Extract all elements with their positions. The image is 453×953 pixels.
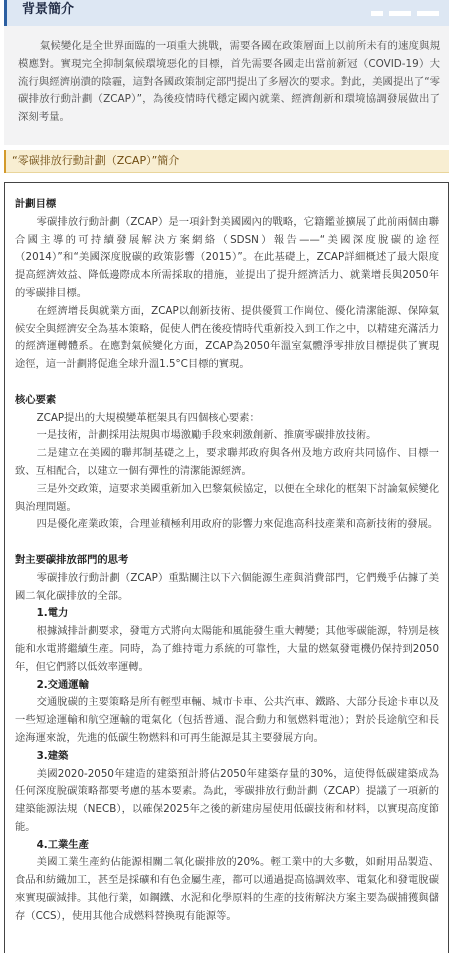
plan-goals-paragraph-2: 在經濟增長與就業方面，ZCAP以創新技術、提供優質工作崗位、優化清潔能源、保障氣候安全與經濟安全為基本策略，促使人們在後疫情時代重新投入到工作之中，以精建充滿活力的經濟運轉體系。在應對氣候變化方面，ZCAP為2050年溫室氣體淨零排放目標提供了實現途徑，這一計劃將促進全球升溫1.5°C目標的實現。: [15, 304, 439, 371]
background-title: 背景簡介: [22, 2, 75, 17]
core-elements-heading: 核心要素: [15, 393, 57, 406]
sector-title-buildings: 3.建築: [36, 749, 69, 762]
background-title-bar: [4, 0, 449, 26]
background-section: [4, 0, 449, 145]
sector-text-buildings: 美國2020-2050年建造的建築預計將佔2050年建築存量的30%，這使得低碳建築成為任何深度脫碳策略都要考慮的基本要素。為此，零碳排放行動計劃（ZCAP）提議了一項新的建築能源法規（NECB），以確保2025年之後的新建房屋使用低碳技術和材料，以實現高度節能。: [15, 767, 439, 833]
sector-title-electricity: 1.電力: [36, 607, 69, 620]
zcap-content-box: [4, 182, 449, 953]
decorative-dots: [371, 11, 439, 16]
zcap-title-bar: [4, 150, 449, 173]
sector-text-electricity: 根據減排計劃要求，發電方式將向太陽能和風能發生重大轉變；其他零碳能源，特別是核能和水電將繼續生產。同時，為了維持電力系統的可靠性，大量的燃氣發電機仍保持到2050年，但它們將以低效率運轉。: [15, 625, 439, 673]
sector-title-industry: 4.工業生產: [36, 838, 89, 851]
plan-goals-heading: 計劃目標: [15, 198, 57, 210]
decorative-dash: [371, 11, 383, 16]
core-elements-intro: ZCAP提出的大規模變革框架具有四個核心要素：: [36, 411, 260, 424]
core-element-item: 二是建立在美國的聯邦制基礎之上，要求聯邦政府與各州及地方政府共同協作、目標一致、互相配合，以建立一個有彈性的清潔能源經濟。: [15, 447, 439, 477]
sector-title-transport: 2.交通運輸: [36, 678, 89, 691]
sector-text-industry: 美國工業生產約佔能源相關二氧化碳排放的20%。輕工業中的大多數，如耐用品製造、食品和紡織加工，甚至是採礦和有色金屬生產，都可以通過提高協調效率、電氣化和發電脫碳來實現碳減排。其他行業，如鋼鐵、水泥和化學原料的生產的技術解決方案主要為碳捕獲與儲存（CCS），使用其他合成燃料替換現有能源等。: [15, 856, 439, 922]
decorative-dash: [389, 11, 411, 16]
sectors-intro: 零碳排放行動計劃（ZCAP）重點關注以下六個能源生產與消費部門，它們幾乎佔據了美國二氧化碳排放的全部。: [15, 571, 439, 602]
decorative-dash: [417, 11, 439, 16]
background-paragraph: 氣候變化是全世界面臨的一項重大挑戰，需要各國在政策層面上以前所未有的速度與規模應對。實現完全抑制氣候環境惡化的目標，首先需要各國走出當前新冠（COVID-19）大流行與經濟崩潰的陰霾，這對各國政策制定部門提出了多層次的要求。對此，美國提出了“零碳排放行動計劃（ZCAP）”，為後疫情時代穩定國內就業、經濟創新和環境協調發展做出了深刻考量。: [18, 40, 440, 124]
zcap-section-title: “零碳排放行動計劃（ZCAP）”簡介: [12, 154, 180, 167]
zcap-content: [15, 196, 439, 926]
sector-text-transport: 交通脫碳的主要策略是所有輕型車輛、城市卡車、公共汽車、鐵路、大部分長途卡車以及一些短途運輸和航空運輸的電氣化（包括普通、混合動力和氫燃料電池）；對於長途航空和長途海運來說，先進的低碳生物燃料和可再生能源是其主要發展方向。: [15, 696, 439, 744]
core-element-item: 三是外交政策，這要求美國重新加入巴黎氣候協定，以便在全球化的框架下討論氣候變化與治理問題。: [15, 482, 439, 513]
title-accent-bar: [4, 150, 6, 173]
core-element-item: 一是技術，計劃採用法規與市場激勵手段來刺激創新、推廣零碳排放技術。: [36, 429, 377, 442]
title-accent-bar: [4, 0, 7, 26]
sectors-heading: 對主要碳排放部門的思考: [15, 553, 129, 566]
core-element-item: 四是優化產業政策，合理並積極利用政府的影響力來促進高科技產業和高新技術的發展。: [36, 518, 439, 531]
plan-goals-paragraph-1: 零碳排放行動計劃（ZCAP）是一項針對美國國內的戰略，它籍鑑並擴展了此前兩個由聯合國主導的可持續發展解決方案網絡（SDSN）報告——“美國深度脫碳的途徑（2014）”和“美國深度脫碳的政策影響（2015）”。在此基礎上，ZCAP詳細概述了最大限度提高經濟效益、降低邊際成本所需採取的措施，並提出了提升經濟活力、就業增長與2050年的零碳排目標。: [15, 215, 439, 299]
